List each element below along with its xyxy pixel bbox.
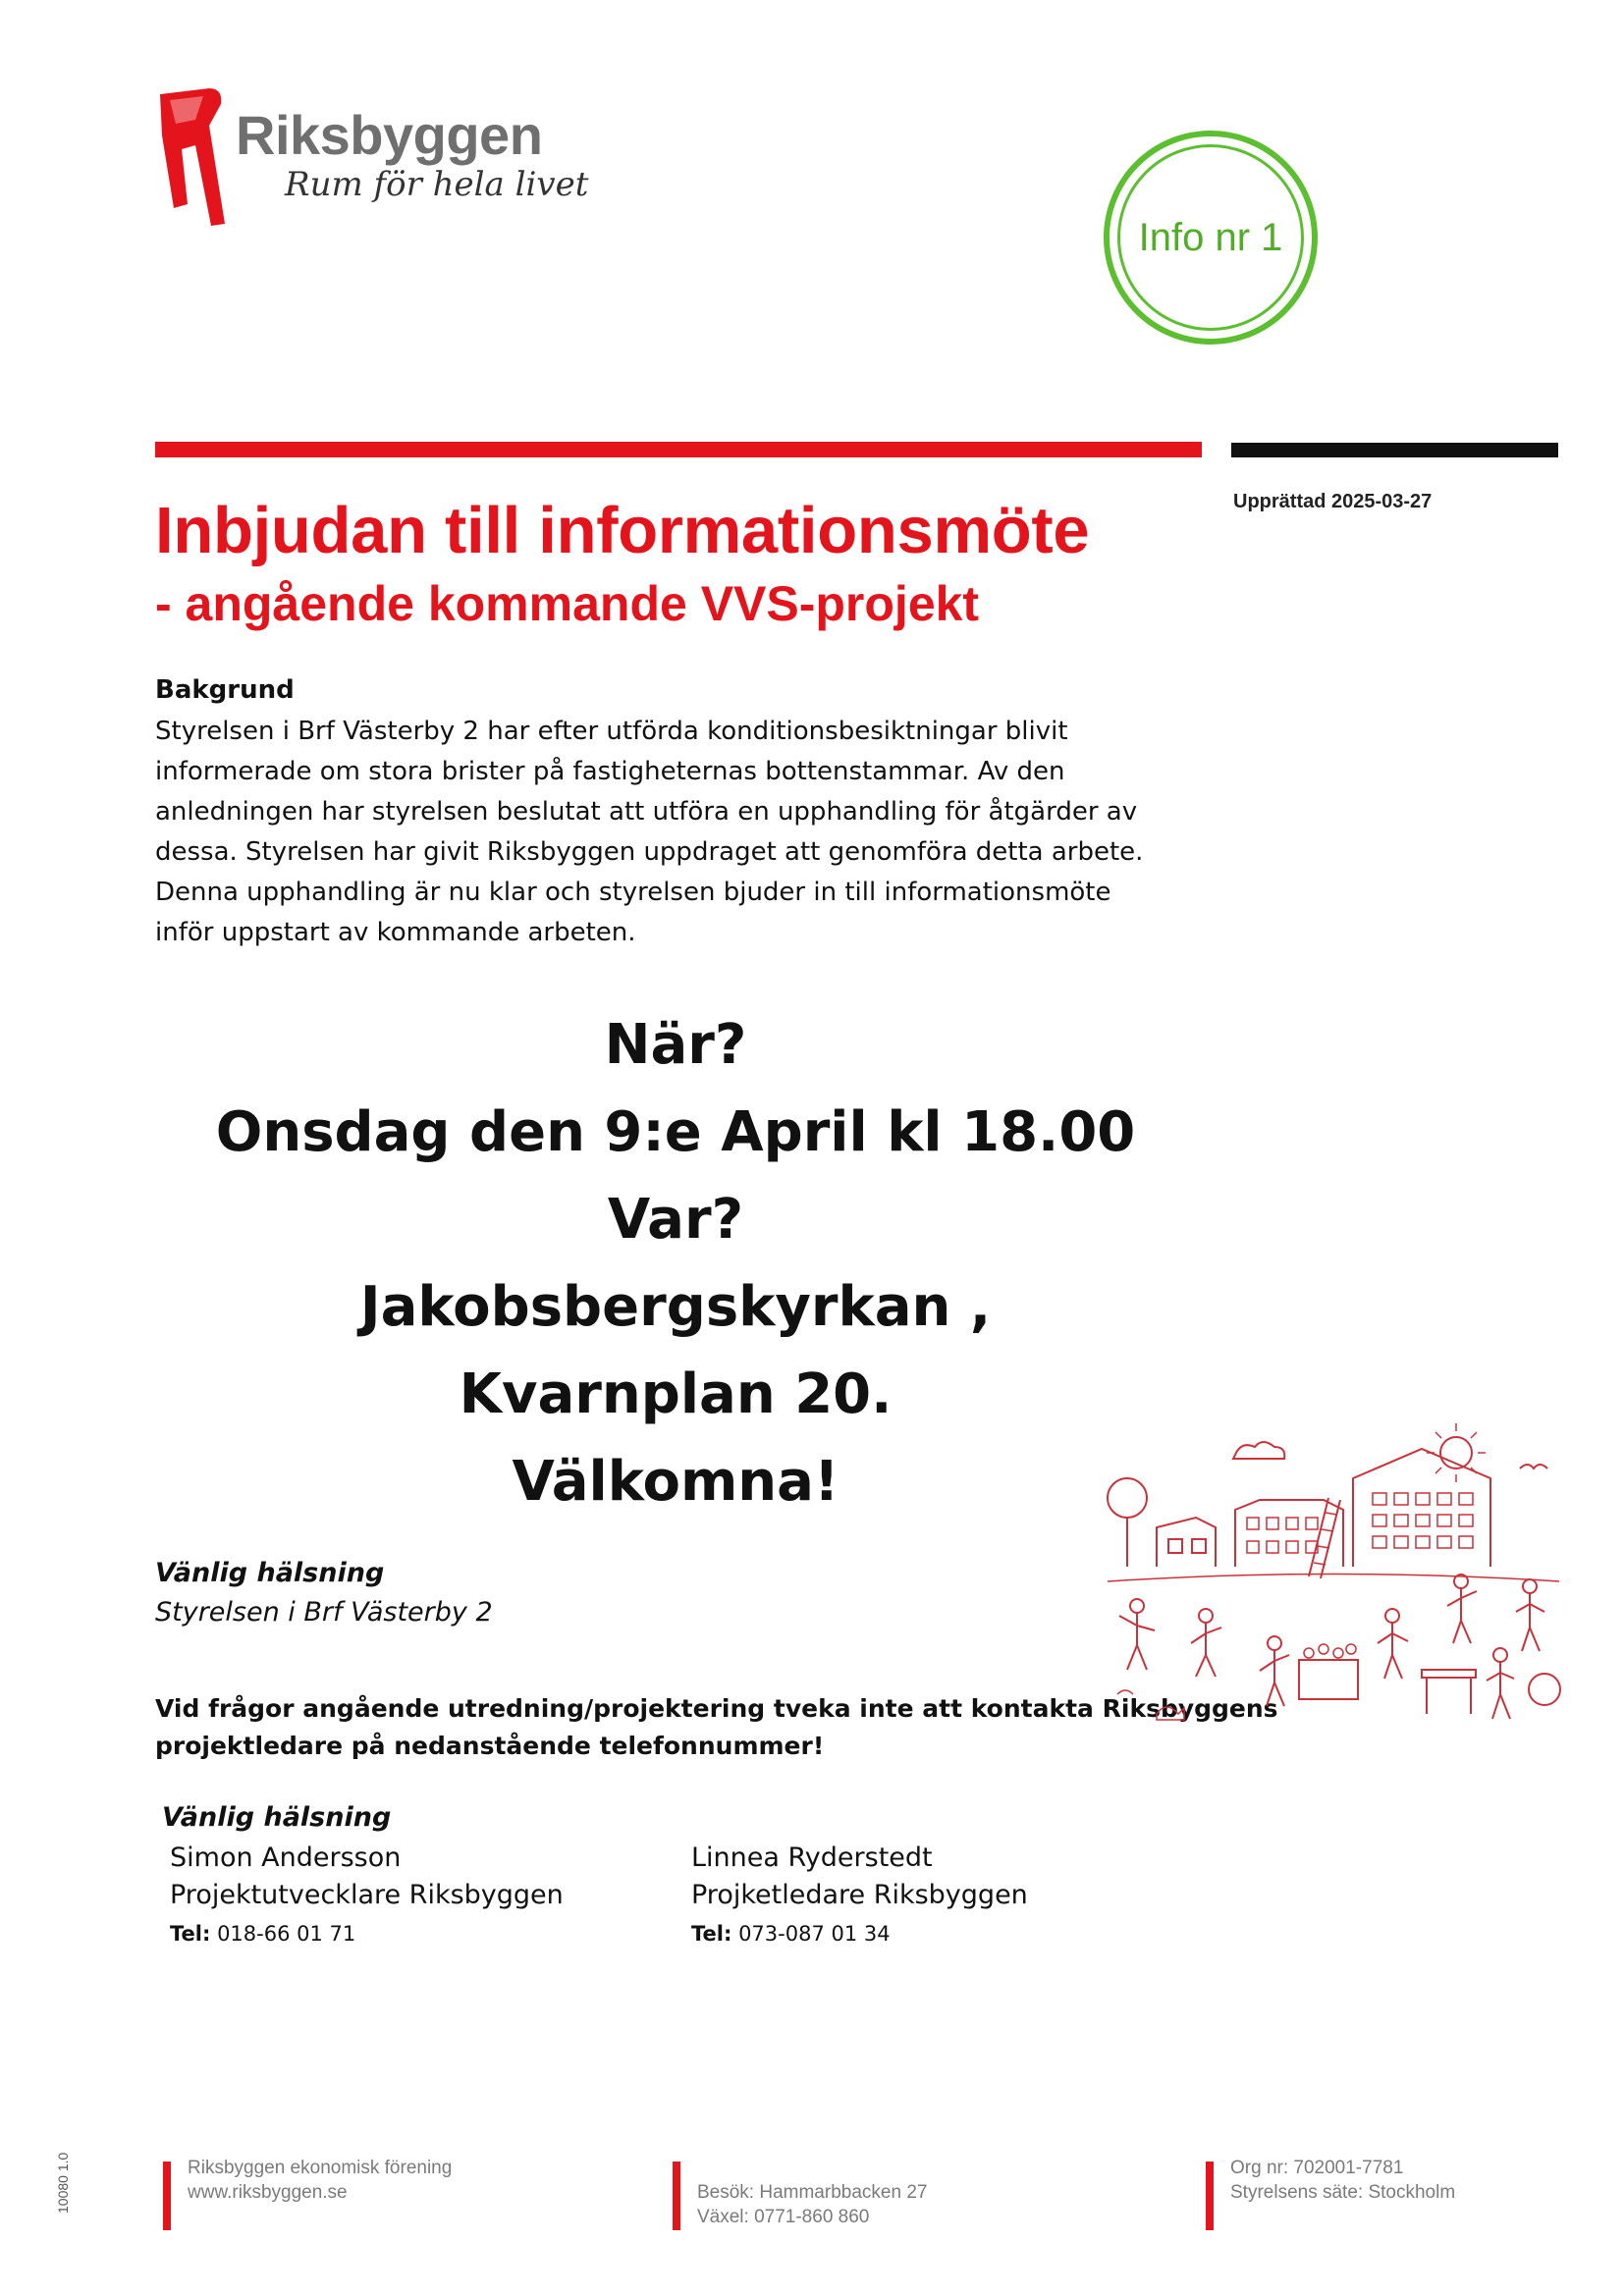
document-code: 10080 1.0 — [55, 2152, 71, 2214]
footer-red-bar — [1206, 2162, 1214, 2230]
contact-role: Projketledare Riksbyggen — [691, 1880, 1028, 1910]
tel-label: Tel: — [691, 1922, 732, 1946]
red-divider — [155, 442, 1202, 457]
contact-phone — [170, 1914, 564, 1953]
footer-switchboard: Växel: 0771-860 860 — [697, 2207, 870, 2227]
community-illustration — [1098, 1419, 1571, 1748]
contact-note-line: Vid frågor angående utredning/projektering tveka inte att kontakta Riksbyggens — [155, 1694, 1278, 1723]
footer-company-name: Riksbyggen ekonomisk förening — [188, 2158, 453, 2178]
closing-regards: Vänlig hälsning — [155, 1558, 385, 1588]
phone-number: 018-66 01 71 — [217, 1922, 356, 1946]
event-welcome: Välkomna! — [512, 1450, 839, 1514]
contact-role: Projektutvecklare Riksbyggen — [170, 1880, 564, 1910]
paragraph-line: Styrelsen i Brf Västerby 2 har efter utförda konditionsbesiktningar blivit — [155, 717, 1068, 746]
footer-address — [673, 2156, 927, 2229]
footer-red-bar — [673, 2162, 680, 2230]
event-details — [155, 1001, 1196, 1525]
contact-phone — [691, 1914, 1028, 1953]
contact-person — [691, 1840, 1028, 1953]
event-address: Kvarnplan 20. — [459, 1362, 893, 1426]
contact-note — [155, 1690, 1278, 1765]
brand-name: Riksbyggen — [236, 104, 543, 166]
paragraph-line: informerade om stora brister på fastigheternas bottenstammar. Av den — [155, 757, 1065, 786]
contact-name: Linnea Ryderstedt — [691, 1842, 933, 1873]
brand-tagline: Rum för hela livet — [285, 165, 589, 204]
contact-name: Simon Andersson — [170, 1842, 402, 1873]
footer-red-bar — [163, 2162, 171, 2230]
info-badge-ring — [1117, 144, 1304, 331]
contact-person — [170, 1840, 564, 1953]
contact-note-line: projektledare på nedanstående telefonnummer! — [155, 1732, 825, 1760]
info-badge — [1104, 131, 1318, 345]
paragraph-line: inför uppstart av kommande arbeten. — [155, 918, 636, 947]
footer-board-seat: Styrelsens säte: Stockholm — [1230, 2182, 1456, 2203]
riksbyggen-logo-mark — [152, 86, 231, 229]
page-subtitle: - angående kommande VVS-projekt — [155, 576, 980, 631]
event-date: Onsdag den 9:e April kl 18.00 — [215, 1100, 1136, 1164]
footer-visit-address: Besök: Hammarbbacken 27 — [697, 2182, 928, 2203]
background-heading: Bakgrund — [155, 675, 295, 705]
footer-org — [1206, 2156, 1455, 2205]
event-when-label: När? — [604, 1013, 747, 1077]
tel-label: Tel: — [170, 1922, 211, 1946]
paragraph-line: Denna upphandling är nu klar och styrelsen bjuder in till informationsmöte — [155, 878, 1111, 907]
paragraph-line: dessa. Styrelsen har givit Riksbyggen uppdraget att genomföra detta arbete. — [155, 837, 1144, 867]
black-divider — [1231, 443, 1558, 457]
created-date: Upprättad 2025-03-27 — [1233, 491, 1433, 512]
contacts-regards: Vänlig hälsning — [162, 1802, 392, 1833]
footer-company — [163, 2156, 452, 2205]
event-where-label: Var? — [607, 1188, 744, 1252]
paragraph-line: anledningen har styrelsen beslutat att utföra en upphandling för åtgärder av — [155, 797, 1138, 827]
footer-website[interactable]: www.riksbyggen.se — [188, 2182, 348, 2203]
closing-signature: Styrelsen i Brf Västerby 2 — [155, 1597, 493, 1628]
info-badge-text: Info nr 1 — [1138, 215, 1283, 259]
page-title: Inbjudan till informationsmöte — [155, 494, 1090, 567]
background-paragraph — [155, 712, 1216, 953]
footer-org-number: Org nr: 702001-7781 — [1230, 2158, 1404, 2178]
phone-number: 073-087 01 34 — [738, 1922, 891, 1946]
event-venue: Jakobsbergskyrkan , — [359, 1275, 992, 1339]
